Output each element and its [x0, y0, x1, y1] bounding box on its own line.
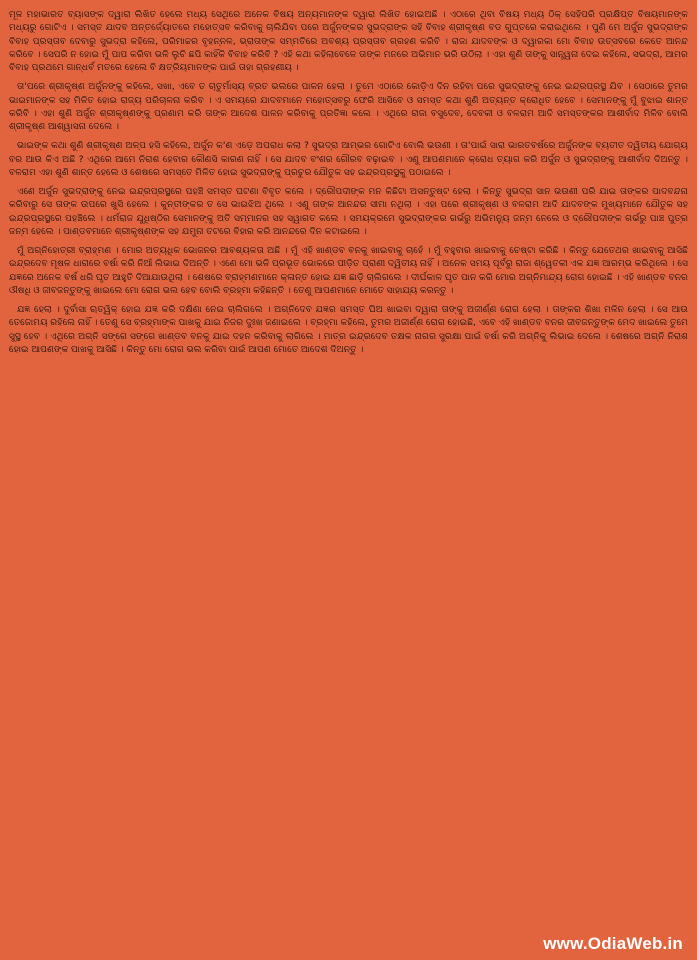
- paragraph-5: ମୁଁ ଅଗ୍ନିହୋତ୍ରୀ ବ୍ରାହ୍ମଣ । ମୋର ଅତ୍ୟଧିକ ଭୋଜନର ଆବଶ୍ୟକତା ଅଛି । ମୁଁ ଏହି ଖାଣ୍ଡବ ବନକୁ ଖାଇବାକୁ ଚାହେଁ । ମୁଁ ବହୁବାର ଖାଇବାକୁ ଚେଷ୍ଟା କରିଛି । କିନ୍ତୁ ଯେତେଥର ଖାଇବାକୁ ଆସିଛି ଇନ୍ଦ୍ରଦେବ ମୂଷଳ ଧାରାରେ ବର୍ଷା କରି ନିଆଁ ଲିଭାଇ ଦିଅନ୍ତି । ଏଣେ ମୋ ଭଳି ପ୍ରଭୂତ ଭୋକରେ ପୀଡ଼ିତ ପ୍ରାଣୀ ଦ୍ୱିତୀୟ ନାହିଁ । ଅନେକ ସମୟ ପୂର୍ବରୁ ରାଜା ଶ୍ୱେତକୀ ଏକ ଯଜ୍ଞ ଆରମ୍ଭ କରିଥିଲେ । ସେ ଯଜ୍ଞରେ ଅନେକ ବର୍ଷ ଧରି ଘୃତ ଆହୁତି ଦିଆଯାଉଥିଲା । ଶେଷରେ ବ୍ରାହ୍ମଣମାନେ କ୍ଳାନ୍ତ ହୋଇ ଯଜ୍ଞ ଛାଡ଼ି ଚାଲିଗଲେ । ଦୀର୍ଘକାଳ ଘୃତ ପାନ କରି ମୋର ଅଗ୍ନିମାନ୍ଦ୍ୟ ରୋଗ ହୋଇଛି । ଏହି ଖାଣ୍ଡବ ବନର ଔଷଧି ଓ ଜୀବଜନ୍ତୁଙ୍କୁ ଖାଇଲେ ମୋ ରୋଗ ଭଲ ହେବ ବୋଲି ବ୍ରହ୍ମା କହିଛନ୍ତି । ତେଣୁ ଆପଣମାନେ ମୋତେ ସାହାଯ୍ୟ କରନ୍ତୁ ।: [9, 245, 688, 296]
- paragraph-6: ଯଜ୍ଞ ହେଲା । ଦୁର୍ବାସା ଋତ୍ୱିକ୍ ହୋଇ ଯଜ୍ଞ କରି ଦକ୍ଷିଣା ନେଇ ଚାଲିଗଲେ । ଅଗ୍ନିଦେବ ଯଜ୍ଞର ସମସ୍ତ ଘିଅ ଖାଇବା ଦ୍ୱାରା ତାଙ୍କୁ ଅଜୀର୍ଣ୍ଣ ରୋଗ ହେଲା । ତାଙ୍କର ଶିଖା ମଳିନ ହେଲା । ସେ ଆଉ ତେଜୋମୟ ରହିଲେ ନାହିଁ । ତେଣୁ ସେ ବ୍ରହ୍ମାଙ୍କ ପାଖକୁ ଯାଇ ନିଜର ଦୁଃଖ ଜଣାଇଲେ । ବ୍ରହ୍ମା କହିଲେ, ତୁମର ଅଜୀର୍ଣ୍ଣ ରୋଗ ହୋଇଛି, ଏବେ ଏହି ଖାଣ୍ଡବ ବନର ଜୀବଜନ୍ତୁଙ୍କ ମେଦ ଖାଇଲେ ତୁମେ ସୁସ୍ଥ ହେବ । ଏଥିରେ ଅଗ୍ନି ସଙ୍ଗେ ସଙ୍ଗେ ଖାଣ୍ଡବ ବନକୁ ଯାଇ ଦହନ କରିବାକୁ ଲାଗିଲେ । ମାତ୍ର ଇନ୍ଦ୍ରଦେବ ତକ୍ଷକ ନାଗର ସୁରକ୍ଷା ପାଇଁ ବର୍ଷା କରି ଅଗ୍ନିକୁ ଲିଭାଇ ଦେଲେ । ଶେଷରେ ଅଗ୍ନି ନିରାଶ ହୋଇ ଆପଣଙ୍କ ପାଖକୁ ଆସିଛି । କିନ୍ତୁ ମୋ ରୋଗ ଭଲ କରିବା ପାଇଁ ଆପଣ ମୋତେ ଆଦେଶ ଦିଅନ୍ତୁ ।: [9, 304, 688, 355]
- paragraph-3: ଭାଇଙ୍କ କଥା ଶୁଣି ଶ୍ରୀକୃଷ୍ଣ ଅଳ୍ପ ହସି କହିଲେ, ଅର୍ଜୁନ କ'ଣ ଏଡ଼େ ଅପରାଧ କଲା ? ସୁଭଦ୍ରା ଆମ୍ଭର ଗୋଟିଏ ବୋଲି ଭଉଣୀ । ତା'ପାଇଁ ସାରା ଭାରତବର୍ଷରେ ଅର୍ଜୁନଙ୍କ ବ୍ୟତୀତ ଦ୍ୱିତୀୟ ଯୋଗ୍ୟ ବର ଆଉ କିଏ ଅଛି ? ଏଥିରେ ଆମେ ନିରାଶ ହେବାର କୌଣସି କାରଣ ନାହିଁ । ସେ ଯାଦବ ବଂଶର ଗୌରବ ବଢ଼ାଇବ । ଏଣୁ ଆପଣମାନେ କ୍ରୋଧ ତ୍ୟାଗ କରି ଅର୍ଜୁନ ଓ ସୁଭଦ୍ରାଙ୍କୁ ଆଶୀର୍ବାଦ ଦିଅନ୍ତୁ । ବଳରାମ ଏହା ଶୁଣି ଶାନ୍ତ ହେଲେ ଓ ଶେଷରେ ସମସ୍ତେ ମିଳିତ ହୋଇ ସୁଭଦ୍ରାଙ୍କୁ ପ୍ରଚୁର ଯୌତୁକ ସହ ଇନ୍ଦ୍ରପ୍ରସ୍ଥକୁ ପଠାଇଲେ ।: [9, 140, 688, 178]
- paragraph-2: ତା'ପରେ ଶ୍ରୀକୃଷ୍ଣ ଅର୍ଜୁନଙ୍କୁ କହିଲେ, ସଖା, ଏବେ ତ ଚାତୁର୍ମାସ୍ୟ ବ୍ରତ ଭଲରେ ପାଳନ ହେଲା । ତୁମେ ଏଠାରେ କୋଡ଼ିଏ ଦିନ ରହିବା ପରେ ସୁଭଦ୍ରାଙ୍କୁ ନେଇ ଇନ୍ଦ୍ରପ୍ରସ୍ଥ ଯିବ । ସେଠାରେ ତୁମର ଭାଇମାନଙ୍କ ସହ ମିଳିତ ହୋଇ ରାଜ୍ୟ ପରିଚାଳନା କରିବ । ଏ ସମୟରେ ଯାଦବମାନେ ମହୋତ୍ସବରୁ ଫେରି ଆସିବେ ଓ ସମସ୍ତ କଥା ଶୁଣି ଅତ୍ୟନ୍ତ କ୍ରୋଧିତ ହେବେ । ସେମାନଙ୍କୁ ମୁଁ ବୁଝାଇ ଶାନ୍ତ କରିବି । ଏହା ଶୁଣି ଅର୍ଜୁନ ଶ୍ରୀକୃଷ୍ଣଙ୍କୁ ପ୍ରଣାମ କରି ତାଙ୍କ ଆଦେଶ ପାଳନ କରିବାକୁ ପ୍ରତିଜ୍ଞା କଲେ । ଏଥିରେ ରାଜା ବସୁଦେବ, ଦେବକୀ ଓ ବଳରାମ ଆଦି ସମସ୍ତଙ୍କର ଆଶୀର୍ବାଦ ମିଳିବ ବୋଲି ଶ୍ରୀକୃଷ୍ଣ ଆଶ୍ୱାସନା ଦେଲେ ।: [9, 81, 688, 132]
- site-watermark: www.OdiaWeb.in: [543, 934, 683, 953]
- paragraph-1: ମୂଳ ମହାଭାରତ ବ୍ୟାସଙ୍କ ଦ୍ୱାରା ଲିଖିତ ହେଲେ ମଧ୍ୟ ସେଥିରେ ଅନେକ ବିଷୟ ଅନ୍ୟମାନଙ୍କ ଦ୍ୱାରା ଲିଖିତ ହୋଇଅଛି । ଏଠାରେ ଥିବା ବିଷୟ ମଧ୍ୟ ଠିକ୍ ସେହିପରି ପ୍ରକ୍ଷିପ୍ତ ବିଷୟମାନଙ୍କ ମଧ୍ୟରୁ ଗୋଟିଏ । ସମସ୍ତ ଯାଦବ ଅନ୍ତର୍ଜ୍ୟୋତରେ ମହୋତ୍ସବ କରିବାକୁ ଚାଲିଯିବା ପରେ ଅର୍ଜୁନଙ୍କର ସୁଭଦ୍ରାଙ୍କ ସହି ବିବାହ ଶ୍ରୀକୃଷ୍ଣ ବଡ ଗୁପ୍ତରେ କରାଇଥିଲେ । ପୁଣି ମେ ଅର୍ଜୁନ ସୁଭଦ୍ରାଙ୍କ ବିବାହ ପ୍ରସ୍ତାବ ଦେବାରୁ ସୁଭଦ୍ରା କହିଲେ, ପରିମାଚ୍ଚର ବୃହନ୍ନଳ, ଭ୍ରାତାଙ୍କ ସମ୍ମତିରେ ଅବଶ୍ୟ ପ୍ରସ୍ତାବ ଗ୍ରହଣ କରିବି । ରାଜା ଯାଦବଙ୍କ ଓ ଦ୍ୱାରକା ମୋ ବିବାହ ଉତ୍ସବରେ କେତେ ଆନନ୍ଦ କରିବେ । ସେପରି ନ ହୋଇ ମୁଁ ପାପ କରିବା ଭଳି ଲୁଚି ଛପି କାହିଁକି ବିବାହ କରିବି ? ଏହି କଥା କହିଲାବେଳେ ତାଙ୍କ ମନରେ ଅଭିମାନ ଭରି ଉଠିଲା । ଏହା ଶୁଣି ତାଙ୍କୁ ସାନ୍ତ୍ୱନା ଦେଇ କହିଲେ, ସଭଦ୍ରା, ଆମର ବିବାହ ପ୍ରଥମେ ଗାନ୍ଧର୍ବ ମତରେ ହେଲେ ବି କ୍ଷତ୍ରିୟମାନଙ୍କ ପାଇଁ ତାହା ଗ୍ରହଣୀୟ ।: [9, 9, 689, 73]
- article-body: [9, 8, 688, 356]
- paragraph-4: ଏଣେ ଅର୍ଜୁନ ସୁଭଦ୍ରାଙ୍କୁ ନେଇ ଇନ୍ଦ୍ରପ୍ରସ୍ଥରେ ପହଞ୍ଚି ସମସ୍ତ ଘଟଣା ବିବୃତ କଲେ । ଦ୍ରୌପଦୀଙ୍କ ମନ କିଛିଟା ଅସନ୍ତୁଷ୍ଟ ହେଲା । କିନ୍ତୁ ସୁଭଦ୍ରା ସାନ ଭଉଣୀ ପରି ଯାଇ ତାଙ୍କର ପାଦବନ୍ଦନା କରିବାରୁ ସେ ତାଙ୍କ ଉପରେ ଖୁସି ହେଲେ । କୁନ୍ତୀଙ୍କର ତ ସେ ଭାଇଝିଅ ଥିଲେ । ଏଣୁ ତାଙ୍କ ଆନନ୍ଦର ସୀମା ନଥିଲା । ଏହା ପରେ ଶ୍ରୀକୃଷ୍ଣ ଓ ବଳରାମ ଆଦି ଯାଦବଙ୍କ ମୁଖ୍ୟମାନେ ଯୌତୁକ ସହ ଇନ୍ଦ୍ରପ୍ରସ୍ଥରେ ପହଞ୍ଚିଲେ । ଧର୍ମରାଜ ଯୁଧିଷ୍ଠିର ସେମାନଙ୍କୁ ଅତି ସମ୍ମାନର ସହ ସ୍ୱାଗତ କଲେ । ସମୟକ୍ରମେ ସୁଭଦ୍ରାଙ୍କର ଗର୍ଭରୁ ଅଭିମନ୍ୟୁ ଜନ୍ମ ନେଲେ ଓ ଦ୍ରୌପଦୀଙ୍କ ଗର୍ଭରୁ ପାଞ୍ଚ ପୁତ୍ର ଜନ୍ମ ହେଲେ । ପାଣ୍ଡବମାନେ ଶ୍ରୀକୃଷ୍ଣଙ୍କ ସହ ଯମୁନା ତଟରେ ବିହାର କରି ଆନନ୍ଦରେ ଦିନ କଟାଇଲେ ।: [9, 186, 688, 237]
